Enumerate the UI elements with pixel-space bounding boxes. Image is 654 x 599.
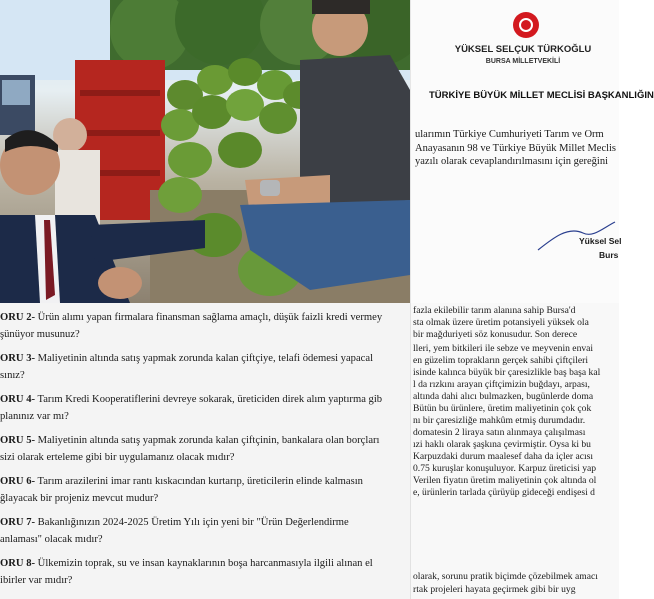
question-label: ORU 2- bbox=[0, 312, 36, 323]
body-line: fazla ekilebilir tarım alanına sahip Bursa'd bbox=[413, 305, 576, 316]
signature-name: Yüksel Sel bbox=[579, 236, 622, 246]
news-photo bbox=[0, 0, 410, 303]
body-line: nı bir çaresizliğe mahkûm etmiş durumdadır. bbox=[413, 415, 586, 426]
question-text: Maliyetinin altında satış yapmak zorunda kalan çiftçiye, telafi ödemesi yapacal bbox=[37, 353, 374, 364]
letter-body-section bbox=[410, 303, 619, 599]
question-text: Tarım arazilerini imar rantı kıskacından kurtarıp, üreticilerin elinde kalmasın bbox=[37, 476, 363, 487]
question-text: Ülkemizin toprak, su ve insan kaynaklarının boşa harcanmasıyla ilgili alınan el bbox=[37, 558, 373, 569]
body-line: rtak projeleri hayata geçirmek gibi bir uyg bbox=[413, 584, 576, 595]
institution-heading: TÜRKİYE BÜYÜK MİLLET MECLİSİ BAŞKANLIĞIN bbox=[429, 90, 654, 101]
question-label: ORU 7- bbox=[0, 517, 36, 528]
watermelon-truck-photo bbox=[0, 0, 410, 303]
question-text: ibirler var mıdır? bbox=[0, 575, 73, 586]
body-line: altında dahi alıcı bulmazken, bugünlerde doma bbox=[413, 391, 594, 402]
question-text: Maliyetinin altında satış yapmak zorunda kalan çiftçinin, bankalara olan borçları bbox=[37, 435, 380, 446]
deputy-role: BURSA MİLLETVEKİLİ bbox=[485, 58, 561, 65]
question-item bbox=[0, 514, 420, 548]
question-text: Tarım Kredi Kooperatiflerini devreye sokarak, üreticiden direk alım yaptırma gib bbox=[37, 394, 383, 405]
body-line: lleri, yem bitkileri ile sebze ve meyvenin envai bbox=[413, 343, 594, 354]
question-label: ORU 4- bbox=[0, 394, 36, 405]
body-line: olarak, sorunu pratik biçimde çözebilmek amacı bbox=[413, 571, 598, 582]
body-line: Karpuzdaki durum maalesef daha da içler acısı bbox=[413, 451, 594, 462]
question-item bbox=[0, 309, 420, 343]
body-line: e, ürünlerin tarlada çürüyüp gideceği endişesi d bbox=[413, 487, 595, 498]
question-text: sınız? bbox=[0, 370, 25, 381]
letter-intro-line: yazılı olarak cevaplandırılmasını için gereğini bbox=[415, 156, 609, 167]
question-label: ORU 8- bbox=[0, 558, 36, 569]
official-letter-header bbox=[410, 0, 654, 303]
question-item bbox=[0, 555, 420, 589]
body-line: Verilen fiyatın üretim maliyetinin çok altında ol bbox=[413, 475, 597, 486]
body-line: en güzelim toprakların gerçek sahibi çiftçileri bbox=[413, 355, 589, 366]
body-line: bir mağduriyeti söz konusudur. Son derece bbox=[413, 329, 578, 340]
question-text: ğlayacak bir projeniz mevcut mudur? bbox=[0, 493, 159, 504]
question-item bbox=[0, 473, 420, 507]
letter-intro-line: Anayasanın 98 ve Türkiye Büyük Millet Meclis bbox=[415, 142, 617, 154]
question-label: ORU 5- bbox=[0, 435, 36, 446]
deputy-name: YÜKSEL SELÇUK TÜRKOĞLU bbox=[454, 44, 592, 55]
question-text: Ürün alımı yapan firmalara finansman sağlama amaçlı, düşük faizli kredi vermey bbox=[37, 312, 383, 323]
body-line: isinde kalınca büyük bir çaresizlikle baş başa kal bbox=[413, 367, 601, 378]
body-line: sta olmak üzere üretim potansiyeli yüksek ola bbox=[413, 317, 589, 328]
body-line: domatesin 2 liraya satın alınmaya çalışılması bbox=[413, 427, 586, 438]
question-label: ORU 6- bbox=[0, 476, 36, 487]
questions-section bbox=[0, 303, 410, 599]
letter-intro-text bbox=[415, 128, 625, 169]
question-text: sizi olarak erteleme gibi bir uygulamanız olacak mıdır? bbox=[0, 452, 235, 463]
question-item bbox=[0, 391, 420, 425]
body-line: l da rızkını arayan çiftçimizin buğdayı, arpası, bbox=[413, 379, 590, 390]
question-item bbox=[0, 350, 420, 384]
body-line: Bütün bu ürünlere, üretim maliyetinin çok çok bbox=[413, 403, 592, 414]
question-text: şünüyor musunuz? bbox=[0, 329, 80, 340]
signature-city: Burs bbox=[599, 250, 619, 260]
letter-intro-line: ularımın Türkiye Cumhuriyeti Tarım ve Orm bbox=[415, 129, 604, 140]
body-line: 0.75 kuruşlar konuşuluyor. Karpuz üreticisi yap bbox=[413, 463, 597, 474]
question-text: anlaması" olacak mıdır? bbox=[0, 534, 103, 545]
question-label: ORU 3- bbox=[0, 353, 36, 364]
question-text: planınız var mı? bbox=[0, 411, 69, 422]
parliament-emblem-icon bbox=[513, 12, 539, 38]
question-item bbox=[0, 432, 420, 466]
body-line: ızi haklı olarak şaşkına çevirmiştir. Oysa ki bu bbox=[413, 439, 591, 450]
question-text: Bakanlığınızın 2024-2025 Üretim Yılı için yeni bir "Ürün Değerlendirme bbox=[37, 517, 349, 528]
